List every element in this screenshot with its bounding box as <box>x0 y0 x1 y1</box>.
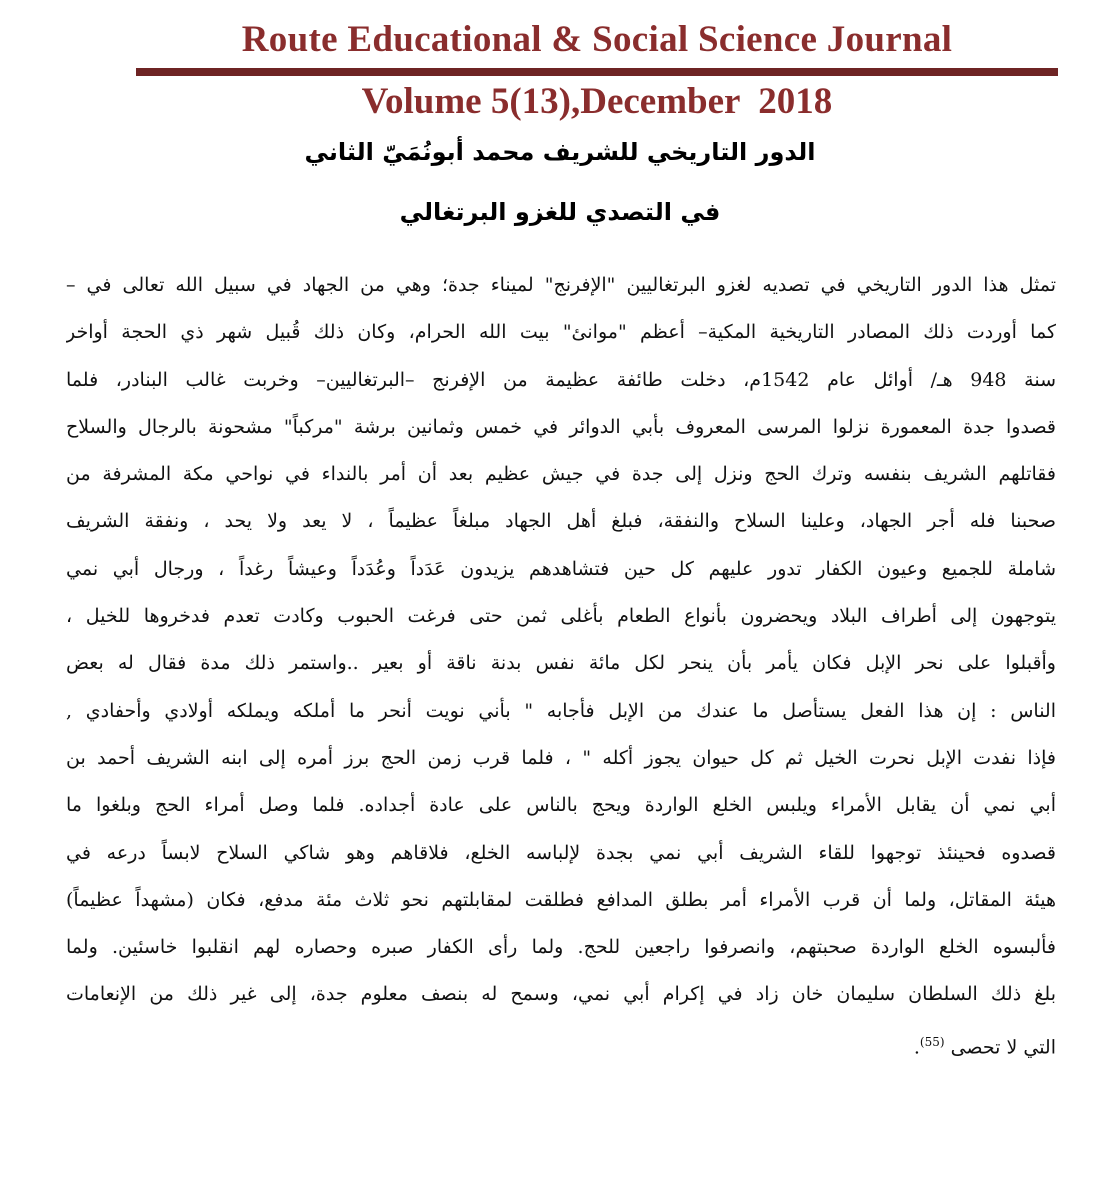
article-title-line-1: الدور التاريخي للشريف محمد أبونُمَيّ الثاني <box>304 138 816 166</box>
body-line: فألبسوه الخلع الواردة صحبتهم، وانصرفوا راجعين للحج. ولما رأى الكفار صبره وحصاره لهم انقلبوا خاسئين. ولما <box>66 936 1056 959</box>
body-line: صحبنا فله أجر الجهاد، وعلينا السلاح والنفقة، فبلغ أهل الجهاد مبلغاً عظيماً ، لا يعد ولا يحد ، ونفقة الشريف <box>66 510 1056 533</box>
body-line: بلغ ذلك السلطان سليمان خان زاد في إكرام أبي نمي، وسمح له بنصف معلوم جدة، إلى غير ذلك من الإنعامات <box>66 983 1056 1006</box>
volume-info: Volume 5(13),December 2018 <box>361 81 833 122</box>
body-line: قصدوا جدة المعمورة نزلوا المرسى المعروف بأبي الدوائر في خمس وثمانين برشة "مركباً" مشحونة بالرجال والسلاح <box>66 415 1056 438</box>
last-line-text: التي لا تحصى <box>950 1036 1056 1059</box>
body-line: يتوجهون إلى أطراف البلاد ويحضرون بأنواع الطعام بأغلى ثمن حتى فرغت الحبوب وكادت تعدم فدخروها للخيل ، <box>66 605 1056 628</box>
body-line: فإذا نفدت الإبل نحرت الخيل ثم كل حيوان يجوز أكله " ، فلما قرب زمن الحج برز أمره إلى ابنه الشريف أحمد بن <box>66 746 1056 769</box>
body-line: أبي نمي أن يقابل الأمراء ويلبس الخلع الواردة ويحج بالناس على عادة أجداده. فلما وصل أمراء الحج وبلغوا ما <box>66 794 1056 817</box>
body-line: سنة 948 هـ/ أوائل عام 1542م، دخلت طائفة عظيمة من الإفرنج –البرتغاليين– وخربت غالب البنادر، فلما <box>66 368 1056 391</box>
body-last-line: التي لا تحصى $^{(55)}$. <box>913 1034 1056 1059</box>
body-line: هيئة المقاتل، ولما أن قرب الأمراء أمر بطلق المدافع فطلقت لمقابلتهم نحو ثلاث مئة مدفع، فكان (مشهداً عظيماً) <box>66 888 1056 911</box>
footnote-reference[interactable]: (55) <box>919 1034 945 1049</box>
body-line: قصدوه فحينئذ توجهوا للقاء الشريف أبي نمي بجدة لإلباسه الخلع، فلاقاهم وهو شاكي السلاح لابساً درعه في <box>66 841 1056 864</box>
body-line: تمثل هذا الدور التاريخي في تصديه لغزو البرتغاليين "الإفرنج" لميناء جدة؛ وهي من الجهاد في سبيل الله تعالى في – <box>66 274 1056 296</box>
article-title-line-2: في التصدي للغزو البرتغالي <box>399 198 721 226</box>
journal-title: Route Educational & Social Science Journal <box>241 19 953 60</box>
body-line: الناس : إن هذا الفعل يستأصل ما عندك من الإبل فأجابه " بأني نويت أنحر ما أملكه ويملكه أولادي وأحفادي , <box>66 699 1056 722</box>
body-line: وأقبلوا على نحر الإبل فكان يأمر بأن ينحر لكل مائة نفس بدنة ناقة أو بعير ..واستمر ذلك مدة فقال له بعض <box>66 652 1056 675</box>
body-line: فقاتلهم الشريف بنفسه وترك الحج ونزل إلى جدة في جيش عظيم بعد أن أمر بالنداء في نواحي مكة المشرفة من <box>66 463 1056 486</box>
body-line: كما أوردت ذلك المصادر التاريخية المكية– أعظم "موانئ" بيت الله الحرام، وكان ذلك قُبيل شهر ذي الحجة أواخر <box>66 321 1056 344</box>
header-divider <box>136 68 1058 76</box>
body-line: شاملة للجميع وعيون الكفار تدور عليهم كل حين فتشاهدهم يزيدون عَدَداً وعُدَداً وعيشاً رغداً ، ورجال أبي نمي <box>66 557 1056 580</box>
article-body <box>66 266 1056 1070</box>
